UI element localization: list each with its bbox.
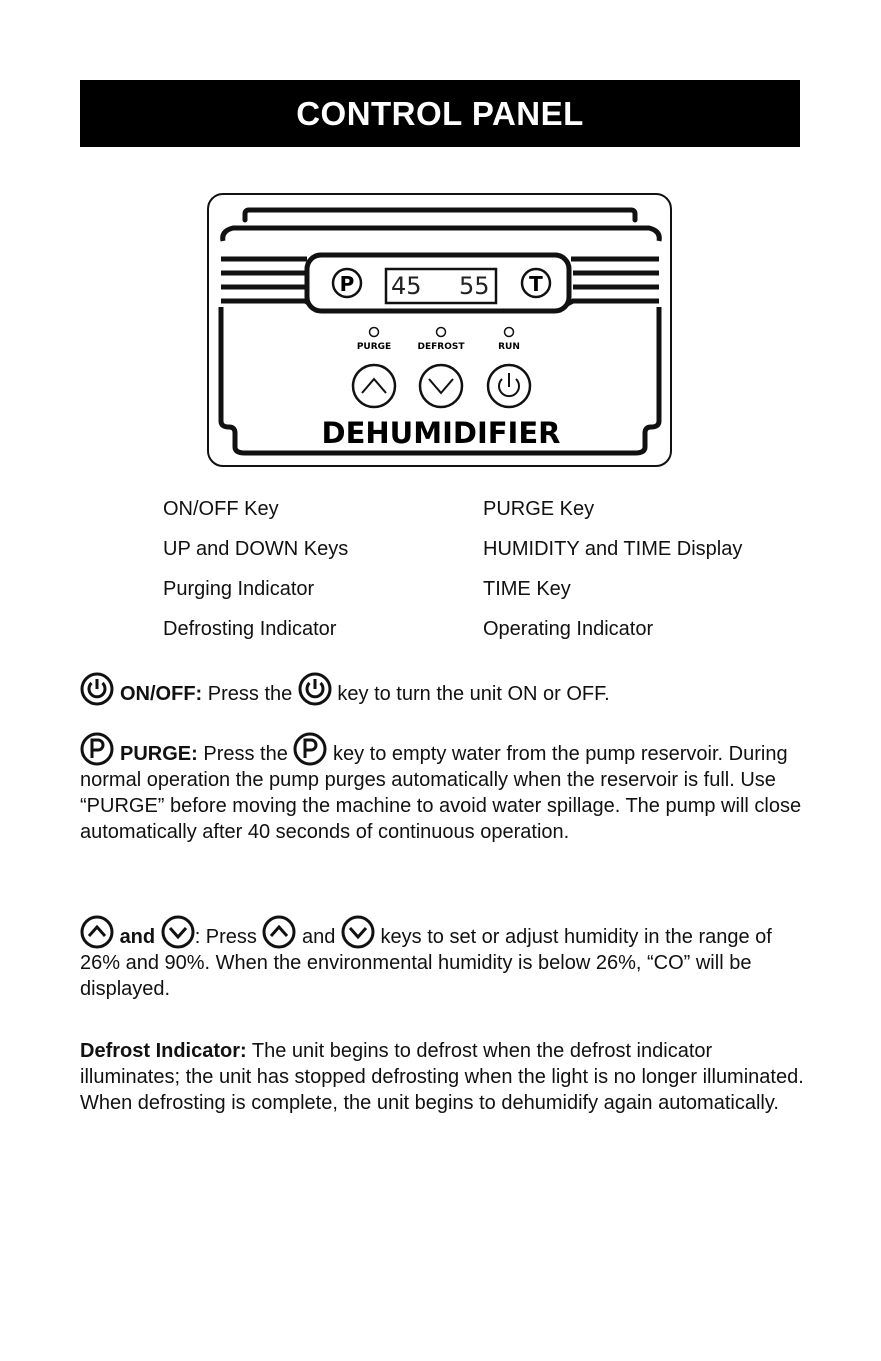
chevron-up-icon [80, 915, 114, 949]
control-panel-diagram [207, 193, 672, 467]
onoff-text: Press the [202, 683, 298, 705]
legend-item: HUMIDITY and TIME Display [483, 538, 743, 560]
defrost-indicator-label: DEFROST [417, 342, 465, 352]
legend-item: TIME Key [483, 578, 571, 600]
onoff-section [80, 672, 810, 707]
defrost-indicator-led [437, 328, 446, 337]
brand-label: DEHUMIDIFIER [321, 416, 561, 450]
updown-text: keys to set or adjust humidity in the range of 26% and 90%. When the environmental humidity is below 26%, “CO” will be displayed. [80, 926, 772, 1000]
chevron-down-icon [161, 915, 195, 949]
purge-label: PURGE: [120, 743, 198, 765]
updown-text: and [296, 926, 341, 948]
chevron-up-icon [262, 915, 296, 949]
updown-section [80, 915, 810, 1002]
run-indicator-label: RUN [498, 342, 520, 352]
defrost-label: Defrost Indicator: [80, 1040, 247, 1062]
run-indicator-led [505, 328, 514, 337]
purge-p-icon [80, 732, 114, 766]
defrost-text: The unit begins to defrost when the defrost indicator illuminates; the unit has stopped defrosting when the light is no longer illuminated. When defrosting is complete, the unit begins to dehumidify again automatically. [80, 1040, 804, 1114]
purge-section [80, 732, 810, 845]
purge-indicator-label: PURGE [356, 342, 392, 352]
legend-item: ON/OFF Key [163, 498, 279, 520]
onoff-label: ON/OFF: [120, 683, 203, 705]
power-icon [298, 672, 332, 706]
legend-item: Purging Indicator [163, 578, 315, 600]
updown-label: and [119, 926, 156, 948]
chevron-down-icon [341, 915, 375, 949]
legend-item: PURGE Key [483, 498, 595, 520]
legend-item: UP and DOWN Keys [163, 538, 349, 560]
onoff-text: key to turn the unit ON or OFF. [331, 683, 610, 705]
purge-text: key to empty water from the pump reservoir. During normal operation the pump purges automatically when the reservoir is full. Use “PURGE” before moving the machine to avoid water spillage. The pump will close automatically after 40 seconds of continuous operation. [80, 743, 802, 843]
purge-text: Press the [197, 743, 294, 765]
power-icon [80, 672, 114, 706]
purge-key-letter: P [339, 272, 355, 296]
legend-item: Operating Indicator [483, 618, 654, 640]
up-button[interactable] [353, 365, 395, 407]
key-legend [163, 496, 803, 642]
time-key-letter: T [529, 272, 543, 296]
humidity-readout: 45 [391, 272, 422, 300]
down-button[interactable] [420, 365, 462, 407]
updown-text: : Press [194, 926, 263, 948]
control-panel-illustration [209, 195, 674, 469]
time-readout: 55 [459, 272, 490, 300]
legend-item: Defrosting Indicator [163, 618, 337, 640]
purge-indicator-led [370, 328, 379, 337]
page-title: CONTROL PANEL [80, 80, 800, 147]
purge-p-icon [293, 732, 327, 766]
defrost-section [80, 1038, 810, 1116]
power-button[interactable] [488, 365, 530, 407]
